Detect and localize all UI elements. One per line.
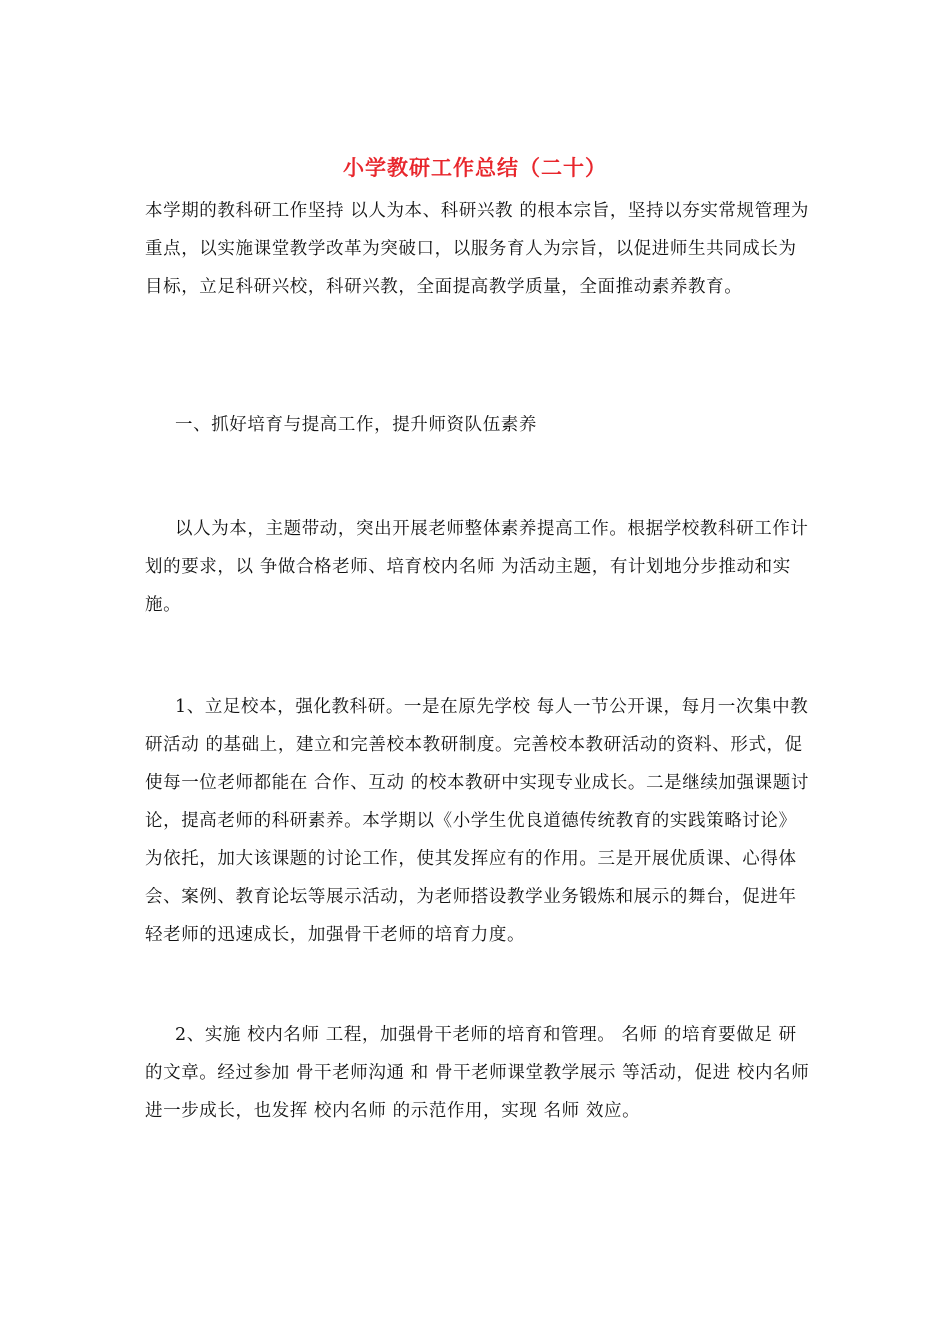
document-title: 小学教研工作总结（二十） [343, 155, 607, 180]
intro-paragraph: 本学期的教科研工作坚持 以人为本、科研兴教 的根本宗旨，坚持以夯实常规管理为重点，以实施课堂教学改革为突破口，以服务育人为宗旨，以促进师生共同成长为目标，立足科研兴校，科研兴教，全面提高教学质量，全面推动素养教育。 [145, 201, 809, 297]
section-heading-1: 一、抓好培育与提高工作，提升师资队伍素养 [175, 415, 537, 435]
section-1-paragraph: 以人为本，主题带动，突出开展老师整体素养提高工作。根据学校教科研工作计划的要求，以 争做合格老师、培育校内名师 为活动主题，有计划地分步推动和实施。 [145, 519, 809, 615]
item-1-paragraph: 1、立足校本，强化教科研。一是在原先学校 每人一节公开课，每月一次集中教研活动 的基础上，建立和完善校本教研制度。完善校本教研活动的资料、形式，促使每一位老师都能在 合作、互动 的校本教研中实现专业成长。二是继续加强课题讨论，提高老师的科研素养。本学期以《小学生优良道德传统教育的实践策略讨论》为依托，加大该课题的讨论工作，使其发挥应有的作用。三是开展优质课、心得体会、案例、教育论坛等展示活动，为老师搭设教学业务锻炼和展示的舞台，促进年轻老师的迅速成长，加强骨干老师的培育力度。 [145, 697, 809, 945]
item-2-paragraph: 2、实施 校内名师 工程，加强骨干老师的培育和管理。 名师 的培育要做足 研 的文章。经过参加 骨干老师沟通 和 骨干老师课堂教学展示 等活动，促进 校内名师 进一步成长，也发挥 校内名师 的示范作用，实现 名师 效应。 [145, 1025, 810, 1121]
